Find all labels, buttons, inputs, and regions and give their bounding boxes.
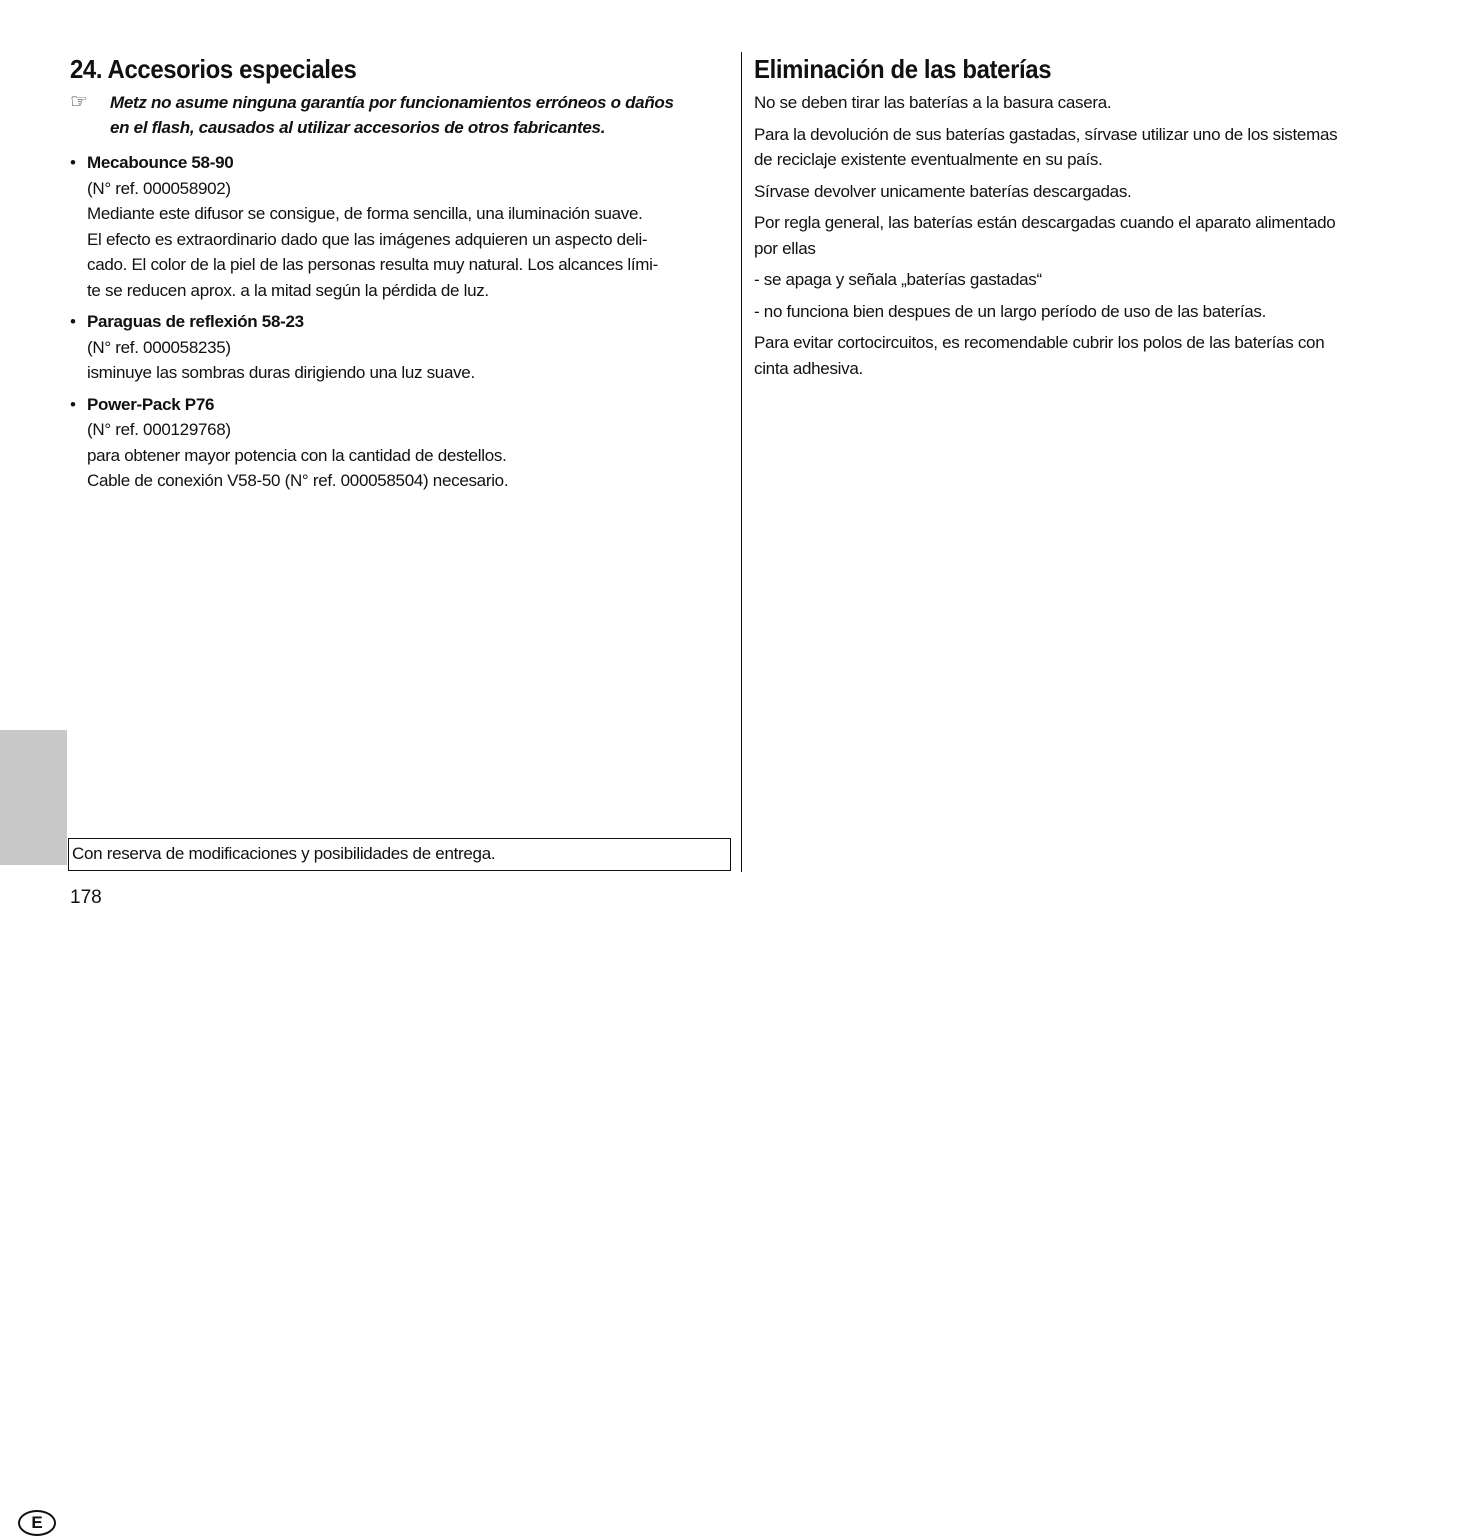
paragraph xyxy=(754,122,1424,173)
column-divider xyxy=(741,52,742,872)
paragraph-line: Por regla general, las baterías están descargadas cuando el aparato alimentado xyxy=(754,213,1336,232)
item-line: (N° ref. 000058902) xyxy=(87,178,231,198)
item-line: (N° ref. 000129768) xyxy=(87,420,231,439)
item-line: isminuye las sombras duras dirigiendo una luz suave. xyxy=(87,363,475,382)
battery-disposal-section xyxy=(754,52,1424,387)
accessories-heading: 24. Accesorios especiales xyxy=(70,54,357,84)
bullet-icon: • xyxy=(70,312,76,331)
item-line: El efecto es extraordinario dado que las imágenes adquieren un aspecto deli- xyxy=(87,229,648,249)
paragraph-line: - no funciona bien despues de un largo período de uso de las baterías. xyxy=(754,301,1267,321)
paragraph-line: de reciclaje existente eventualmente en su país. xyxy=(754,150,1103,169)
item-title: Paraguas de reflexión 58-23 xyxy=(87,312,304,331)
note-line: Metz no asume ninguna garantía por funcionamientos erróneos o daños xyxy=(110,93,674,112)
item-line: Mediante este difusor se consigue, de forma sencilla, una iluminación suave. xyxy=(87,204,643,223)
accessories-section xyxy=(70,52,730,500)
item-title: Power-Pack P76 xyxy=(87,394,215,414)
paragraph xyxy=(754,179,1424,205)
item-line: Cable de conexión V58-50 (N° ref. 000058504) necesario. xyxy=(87,471,509,490)
footer-notice: Con reserva de modificaciones y posibilidades de entrega. xyxy=(68,838,731,871)
accessory-item-mecabounce xyxy=(70,150,730,303)
paragraph-line: cinta adhesiva. xyxy=(754,358,863,378)
accessory-item-power-pack xyxy=(70,392,730,494)
paragraph-line: Sírvase devolver unicamente baterías descargadas. xyxy=(754,181,1132,201)
paragraph-line: Para la devolución de sus baterías gastadas, sírvase utilizar uno de los sistemas xyxy=(754,124,1338,144)
warranty-note-text xyxy=(110,90,674,140)
bullet-icon: • xyxy=(70,153,76,172)
paragraph xyxy=(754,267,1424,293)
pointing-hand-icon: ☞ xyxy=(70,91,88,113)
paragraph xyxy=(754,299,1424,325)
bullet-icon: • xyxy=(70,394,76,414)
item-line: (N° ref. 000058235) xyxy=(87,337,231,357)
paragraph xyxy=(754,90,1424,116)
note-line: en el flash, causados al utilizar accesorios de otros fabricantes. xyxy=(110,118,606,137)
paragraph xyxy=(754,210,1424,261)
warranty-note xyxy=(70,90,730,140)
page-number: 178 xyxy=(70,887,102,908)
item-line: te se reducen aprox. a la mitad según la pérdida de luz. xyxy=(87,280,489,300)
paragraph-line: No se deben tirar las baterías a la basura casera. xyxy=(754,93,1112,112)
paragraph-line: - se apaga y señala „baterías gastadas“ xyxy=(754,270,1042,289)
paragraph xyxy=(754,330,1424,381)
language-side-tab xyxy=(0,730,67,1532)
item-line: cado. El color de la piel de las personas resulta muy natural. Los alcances lími- xyxy=(87,255,658,274)
paragraph-line: por ellas xyxy=(754,238,816,258)
paragraph-line: Para evitar cortocircuitos, es recomendable cubrir los polos de las baterías con xyxy=(754,333,1325,352)
accessory-item-paraguas xyxy=(70,309,730,386)
battery-disposal-heading: Eliminación de las baterías xyxy=(754,54,1052,84)
item-title: Mecabounce 58-90 xyxy=(87,153,234,172)
language-badge: E xyxy=(18,1510,56,1536)
item-line: para obtener mayor potencia con la cantidad de destellos. xyxy=(87,445,507,465)
